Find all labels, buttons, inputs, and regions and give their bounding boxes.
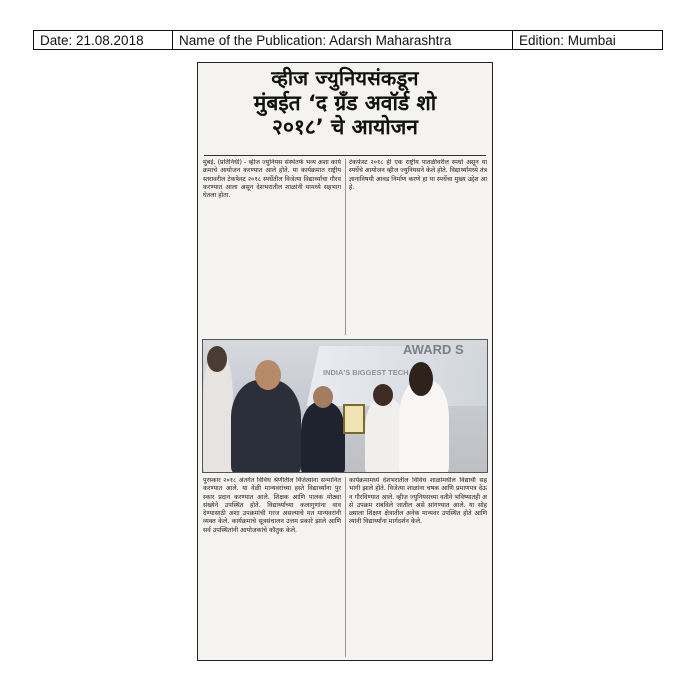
- publication-cell: Name of the Publication: Adarsh Maharashtra: [173, 31, 513, 49]
- date-cell: Date: 21.08.2018: [34, 31, 173, 49]
- headline-rule: [204, 155, 486, 156]
- person-recipient-2-head: [409, 362, 433, 396]
- article-column-2-top: टेकफेस्ट २०१८ ही एक राष्ट्रीय पातळीवरील स्पर्धा असून या स्पर्धेचे आयोजन व्हीज ज्युनियसने केले होते. विद्यार्थ्यांमध्ये तंत्रज्ञानाविषयी आवड निर्माण करणे हा या स्पर्धेचा मुख्य उद्देश आहे.: [349, 159, 487, 191]
- person-recipient-1-head: [373, 384, 393, 406]
- article-column-2-bottom: कार्यक्रमामध्ये देशभरातील विविध शाळांमधील विद्यार्थी सहभागी झाले होते. विजेत्या शाळांना चषक आणि प्रमाणपत्र देऊन गौरविण्यात आले. व्हीज ज्युनियसच्या वतीने भविष्यातही असे उपक्रम राबविले जातील असे सांगण्यात आले. या सोहळ्याला शिक्षण क्षेत्रातील अनेक मान्यवर उपस्थित होते आणि त्यांनी विद्यार्थ्यांना मार्गदर्शन केले.: [349, 477, 487, 526]
- column-divider: [345, 159, 346, 335]
- headline-line-1: व्हीज ज्युनियसंकडून: [271, 66, 419, 90]
- headline-line-2: मुंबईत ‘द ग्रँड अवॉर्ड शो: [253, 90, 437, 115]
- award-photo: [202, 339, 488, 473]
- person-left-edge-head: [207, 346, 227, 372]
- person-presenter-head: [255, 360, 281, 390]
- banner-subtext: INDIA'S BIGGEST TECH: [323, 368, 409, 377]
- clipping-metadata-table: [33, 30, 663, 50]
- column-divider-bottom: [345, 477, 346, 657]
- banner-text: AWARD S: [403, 342, 464, 357]
- headline: [202, 67, 488, 140]
- award-plaque: [343, 404, 365, 434]
- article-column-1-top: मुंबई, (प्रतिनिधी) - व्हीज ज्युनियस संस्थेतर्फे भव्य अशा कार्यक्रमाचे आयोजन करण्यात आले होते. या कार्यक्रमात राष्ट्रीय स्तरावरील टेकफेस्ट २०१८ स्पर्धेतील विजेत्या विद्यार्थ्यांचा गौरव करण्यात आला असून देशभरातील शाळांनी यामध्ये सहभाग घेतला होता.: [203, 159, 341, 200]
- edition-cell: Edition: Mumbai: [519, 32, 616, 48]
- person-background-head: [313, 386, 333, 408]
- newspaper-clipping: [197, 62, 493, 661]
- article-column-1-bottom: पुरस्कार २०१८ अंतर्गत विविध श्रेणीतील विजेत्यांना सन्मानित करण्यात आले. या वेळी मान्यवरांच्या हस्ते विद्यार्थ्यांना पुरस्कार प्रदान करण्यात आले. शिक्षक आणि पालक मोठ्या संख्येने उपस्थित होते. विद्यार्थ्यांच्या कलागुणांना वाव देण्यासाठी अशा उपक्रमांची गरज असल्याचे मत मान्यवरांनी व्यक्त केले. कार्यक्रमाचे सूत्रसंचालन उत्तम प्रकारे झाले आणि सर्व उपस्थितांनी आयोजकांचे कौतुक केले.: [203, 477, 341, 534]
- person-presenter: [231, 380, 301, 473]
- person-background: [301, 402, 345, 473]
- headline-line-3: २०१८’ चे आयोजन: [272, 115, 418, 140]
